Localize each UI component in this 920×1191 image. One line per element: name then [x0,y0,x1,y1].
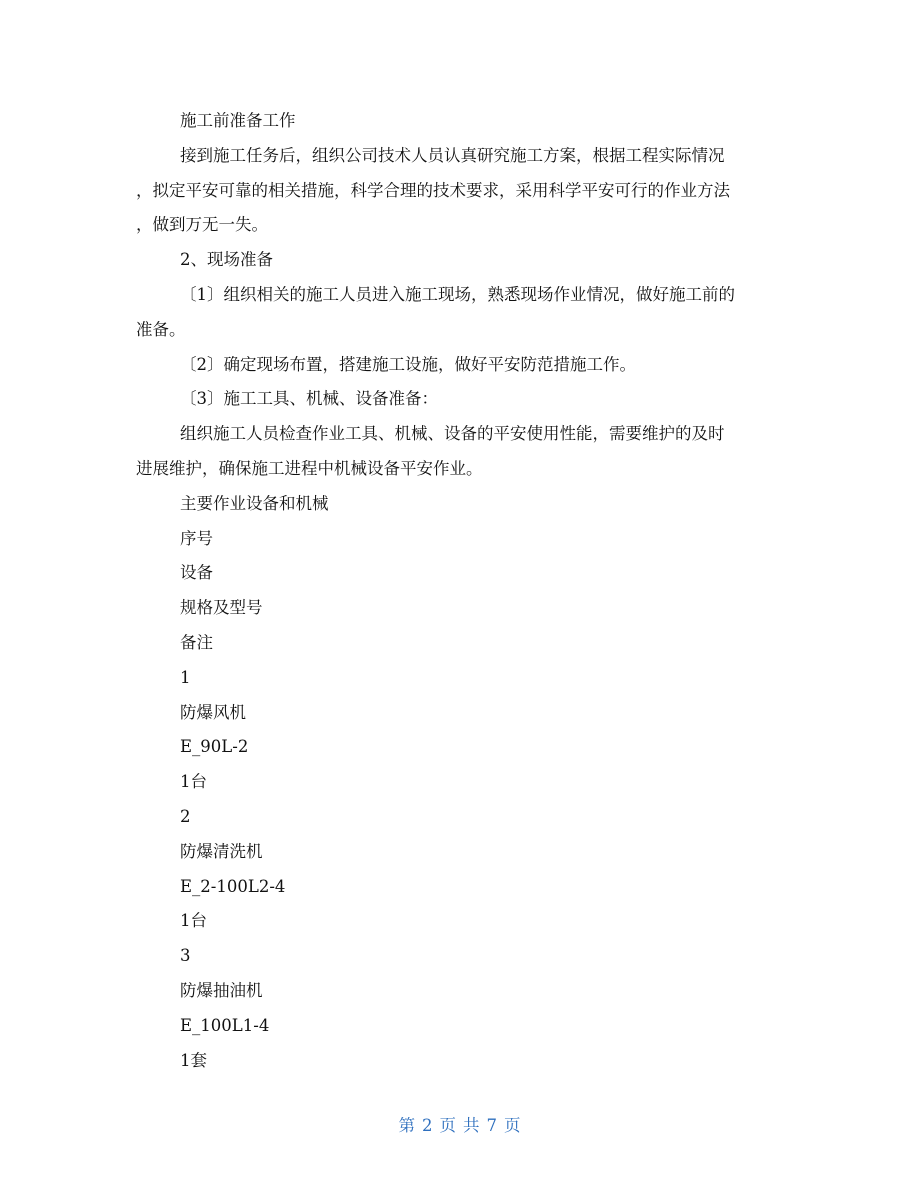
text-line: 序号 [180,528,213,548]
text-line: 2、现场准备 [180,250,273,270]
text-line: 防爆风机 [180,702,246,722]
footer-prefix: 第 [398,1116,416,1135]
footer-current-page: 2 [422,1116,434,1135]
text-line: 1套 [180,1050,207,1070]
text-line: 进展维护，确保施工进程中机械设备平安作业。 [136,458,483,478]
text-line: 〔3〕施工工具、机械、设备准备： [180,389,438,409]
footer-total-word: 共 [463,1116,481,1135]
text-line: 规格及型号 [180,598,263,618]
text-line: 组织施工人员检查作业工具、机械、设备的平安使用性能，需要维护的及时 [180,424,725,444]
text-line: 2 [180,806,191,826]
text-line: 3 [180,946,191,966]
text-line: 〔1〕组织相关的施工人员进入施工现场，熟悉现场作业情况，做好施工前的 [180,284,735,304]
footer-total-pages: 7 [486,1116,498,1135]
text-line: E_100L1-4 [180,1015,270,1035]
text-line: ，拟定平安可靠的相关措施，科学合理的技术要求，采用科学平安可行的作业方法 [136,180,730,200]
text-line: 主要作业设备和机械 [180,493,329,513]
text-line: 设备 [180,563,213,583]
text-line: 施工前准备工作 [180,111,296,130]
text-line: E_2-100L2-4 [180,876,286,896]
text-line: 防爆抽油机 [180,980,263,1000]
text-line: 防爆清洗机 [180,841,263,861]
footer-page-word: 页 [439,1116,457,1135]
page-footer [0,1112,920,1136]
text-line: 〔2〕确定现场布置，搭建施工设施，做好平安防范措施工作。 [180,354,636,374]
text-line: E_90L-2 [180,737,249,757]
document-body [136,104,796,1078]
text-line: 1台 [180,911,207,931]
footer-suffix: 页 [504,1116,522,1135]
text-line: 接到施工任务后，组织公司技术人员认真研究施工方案，根据工程实际情况 [180,145,725,165]
text-line: ，做到万无一失。 [136,215,268,235]
text-line: 备注 [180,632,213,652]
text-line: 1台 [180,772,207,792]
text-line: 1 [180,667,191,687]
text-line: 准备。 [136,319,186,339]
